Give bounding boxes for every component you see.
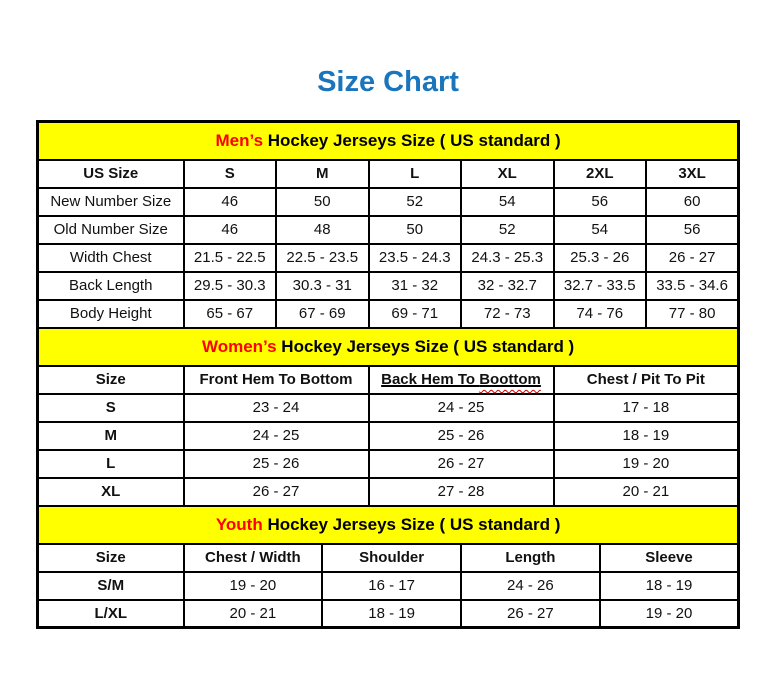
table-row [38,272,739,300]
table-cell: 33.5 - 34.6 [646,272,739,300]
column-header: Length [461,544,600,572]
table-cell: 26 - 27 [646,244,739,272]
table-cell: 65 - 67 [184,300,277,328]
table-cell: 16 - 17 [322,572,461,600]
section-highlight: Youth [215,514,263,534]
table-cell: 56 [554,188,647,216]
table-cell: 52 [369,188,462,216]
table-cell: 19 - 20 [554,450,739,478]
table-cell: 24 - 25 [369,394,554,422]
column-header: Size [38,366,184,394]
size-chart [36,120,740,629]
table-row [38,160,739,188]
table-cell: 32.7 - 33.5 [554,272,647,300]
table-row [38,450,739,478]
table-cell: 54 [554,216,647,244]
column-header: Size [38,544,184,572]
row-label: L/XL [38,600,184,628]
table-cell: 52 [461,216,554,244]
table-cell: 60 [646,188,739,216]
table-cell: 26 - 27 [369,450,554,478]
table-cell: 74 - 76 [554,300,647,328]
table-cell: 19 - 20 [600,600,739,628]
table-row [38,366,739,394]
table-cell: 48 [276,216,369,244]
table-cell: 25 - 26 [184,450,369,478]
table-row [38,328,739,366]
table-cell: 20 - 21 [554,478,739,506]
column-header: Shoulder [322,544,461,572]
table-cell: 30.3 - 31 [276,272,369,300]
row-label: Body Height [38,300,184,328]
table-cell: 19 - 20 [184,572,323,600]
table-cell: 77 - 80 [646,300,739,328]
table-cell: 18 - 19 [322,600,461,628]
table-cell: 46 [184,216,277,244]
table-cell: 29.5 - 30.3 [184,272,277,300]
table-cell: 32 - 32.7 [461,272,554,300]
row-label: S/M [38,572,184,600]
table-cell: 46 [184,188,277,216]
table-row [38,478,739,506]
column-header: Chest / Width [184,544,323,572]
section-header-womens [38,328,739,366]
table-cell: 31 - 32 [369,272,462,300]
spellcheck-underlined-word: Boottom [479,371,541,388]
table-cell: 24 - 25 [184,422,369,450]
column-header: Sleeve [600,544,739,572]
table-row [38,300,739,328]
table-cell: 23 - 24 [184,394,369,422]
underlined-header [381,371,541,388]
column-header [369,366,554,394]
table-cell: 26 - 27 [184,478,369,506]
row-label: L [38,450,184,478]
table-cell: 27 - 28 [369,478,554,506]
row-label: S [38,394,184,422]
table-cell: 20 - 21 [184,600,323,628]
column-header: Front Hem To Bottom [184,366,369,394]
column-header: US Size [38,160,184,188]
row-label: Back Length [38,272,184,300]
table-cell: 24.3 - 25.3 [461,244,554,272]
column-header: 3XL [646,160,739,188]
table-cell: 54 [461,188,554,216]
row-label: New Number Size [38,188,184,216]
section-title-rest: Hockey Jerseys Size ( US standard ) [276,336,575,356]
table-cell: 21.5 - 22.5 [184,244,277,272]
section-title-rest: Hockey Jerseys Size ( US standard ) [262,514,561,534]
row-label: Width Chest [38,244,184,272]
table-row [38,122,739,160]
table-cell: 17 - 18 [554,394,739,422]
table-cell: 22.5 - 23.5 [276,244,369,272]
table-cell: 24 - 26 [461,572,600,600]
table-row [38,394,739,422]
header-text: Back Hem To [381,371,480,388]
section-header-youth [38,506,739,544]
table-cell: 23.5 - 24.3 [369,244,462,272]
table-row [38,506,739,544]
page-title: Size Chart [317,66,459,98]
table-cell: 72 - 73 [461,300,554,328]
table-row [38,422,739,450]
row-label: Old Number Size [38,216,184,244]
table-row [38,188,739,216]
column-header: L [369,160,462,188]
section-highlight: Women’s [201,336,277,356]
table-row [38,600,739,628]
table-cell: 25 - 26 [369,422,554,450]
table-cell: 18 - 19 [554,422,739,450]
table-cell: 67 - 69 [276,300,369,328]
section-title-rest: Hockey Jerseys Size ( US standard ) [263,130,561,150]
column-header: M [276,160,369,188]
row-label: M [38,422,184,450]
column-header: Chest / Pit To Pit [554,366,739,394]
table-cell: 25.3 - 26 [554,244,647,272]
table-cell: 56 [646,216,739,244]
column-header: 2XL [554,160,647,188]
table-cell: 50 [276,188,369,216]
table-cell: 69 - 71 [369,300,462,328]
table-cell: 50 [369,216,462,244]
column-header: S [184,160,277,188]
section-header-mens [38,122,739,160]
row-label: XL [38,478,184,506]
table-cell: 18 - 19 [600,572,739,600]
table-row [38,544,739,572]
column-header: XL [461,160,554,188]
table-row [38,216,739,244]
section-highlight: Men’s [215,130,264,150]
size-chart-table [36,120,740,629]
table-cell: 26 - 27 [461,600,600,628]
table-row [38,244,739,272]
table-row [38,572,739,600]
